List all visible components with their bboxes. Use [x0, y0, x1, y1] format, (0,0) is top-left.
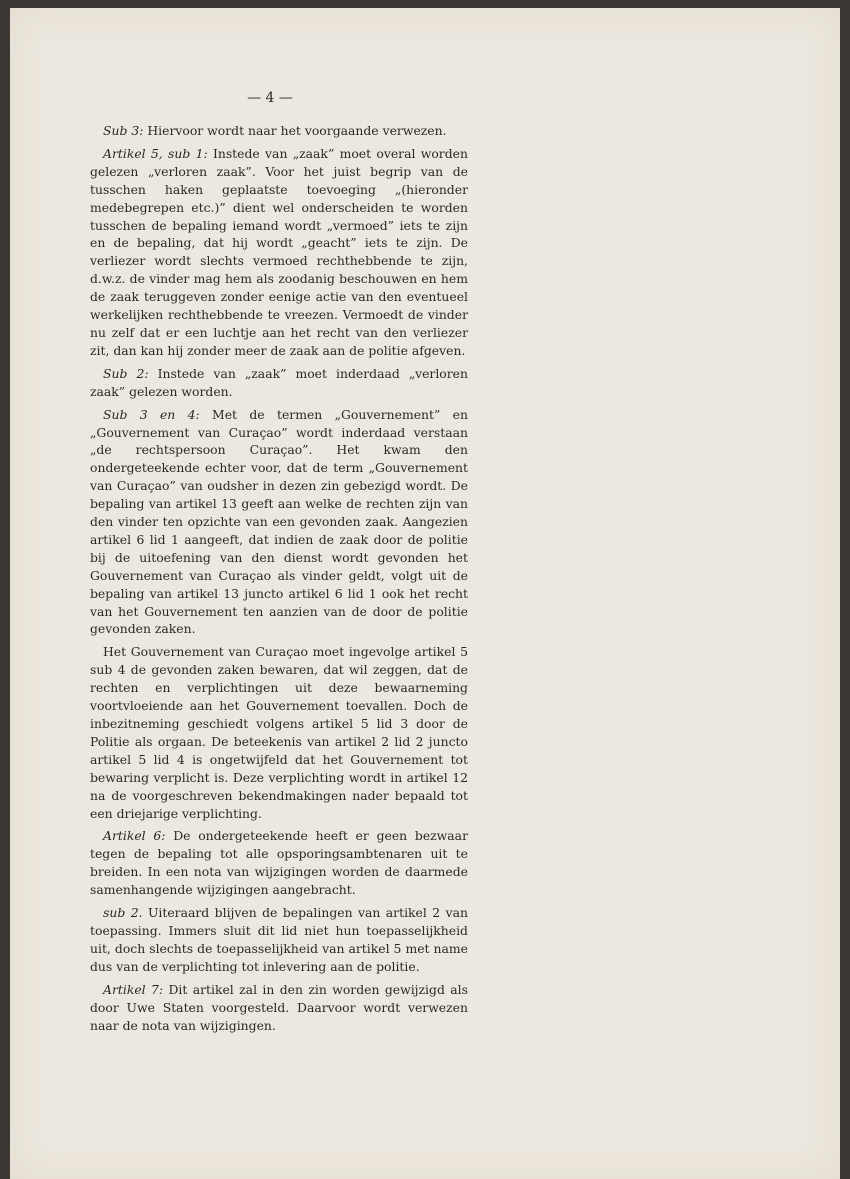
paragraph-text: Instede van „zaak” moet inderdaad „verloren zaak” gelezen worden.: [90, 365, 468, 399]
paragraph-sub3-en-4: [90, 406, 468, 639]
document-page: [10, 8, 840, 1179]
paragraph-text: Instede van „zaak” moet overal worden gelezen „verloren zaak”. Voor het juist begrip van de tusschen haken geplaatste toevoeging „(hieronder medebegrepen etc.)” dient wel onderscheiden te worden tusschen de bepaling iemand wordt „vermoed” iets te zijn en de bepaling, dat hij wordt „geacht” iets te zijn. De verliezer wordt slechts vermoed rechthebbende te zijn, d.w.z. de vinder mag hem als zoodanig beschouwen en hem de zaak teruggeven zonder eenige actie van den eventueel werkelijken rechthebbende te vreezen. Vermoedt de vinder nu zelf dat er een luchtje aan het recht van den verliezer zit, dan kan hij zonder meer de zaak aan de politie afgeven.: [90, 145, 468, 358]
paragraph-sub2: [90, 365, 468, 401]
paragraph-lead: Artikel 6:: [103, 828, 166, 844]
paragraph-text: Dit artikel zal in den zin worden gewijzigd als door Uwe Staten voorgesteld. Daarvoor wordt verwezen naar de nota van wijzigingen.: [90, 981, 468, 1033]
paragraph-lead: Sub 2:: [103, 365, 149, 381]
paragraph-gouvernement: [90, 643, 468, 822]
paragraph-lead: sub 2.: [103, 905, 143, 921]
paragraph-lead: Artikel 5, sub 1:: [103, 145, 208, 161]
paragraph-lead: Sub 3 en 4:: [103, 406, 200, 422]
paragraph-lead: Artikel 7:: [103, 981, 164, 997]
document-body: [90, 122, 468, 1039]
paragraph-text: Het Gouvernement van Curaçao moet ingevolge artikel 5 sub 4 de gevonden zaken bewaren, dat wil zeggen, dat de rechten en verplichtingen uit deze bewaarneming voortvloeiende aan het Gouvernement toevallen. Doch de inbezitneming geschiedt volgens artikel 5 lid 3 door de Politie als orgaan. De beteekenis van artikel 2 lid 2 juncto artikel 5 lid 4 is ongetwijfeld dat het Gouvernement tot bewaring verplicht is. Deze verplichting wordt in artikel 12 na de voorgeschreven bekendmakingen nader bepaald tot een driejarige verplichting.: [90, 644, 468, 821]
paragraph-text: Uiteraard blijven de bepalingen van artikel 2 van toepassing. Immers sluit dit lid niet hun toepasselijkheid uit, doch slechts de toepasselijkheid van artikel 5 met name dus van de verplichting tot inlevering aan de politie.: [90, 905, 468, 974]
page-number: — 4 —: [247, 90, 293, 106]
paragraph-text: Hiervoor wordt naar het voorgaande verwezen.: [147, 123, 447, 138]
paragraph-artikel6: [90, 827, 468, 899]
paragraph-lead: Sub 3:: [103, 123, 144, 138]
paragraph-sub3: [90, 122, 468, 140]
paragraph-artikel7: [90, 981, 468, 1035]
paragraph-sub-2: [90, 904, 468, 976]
paragraph-artikel5-sub1: [90, 145, 468, 360]
paragraph-text: Met de termen „Gouvernement” en „Gouvernement van Curaçao” wordt inderdaad verstaan „de rechtspersoon Curaçao”. Het kwam den ondergeteekende echter voor, dat de term „Gouvernement van Curaçao” van oudsher in dezen zin gebezigd wordt. De bepaling van artikel 13 geeft aan welke de rechten zijn van den vinder ten opzichte van een gevonden zaak. Aangezien artikel 6 lid 1 aangeeft, dat indien de zaak door de politie bij de uitoefening van den dienst wordt gevonden het Gouvernement van Curaçao als vinder geldt, volgt uit de bepaling van artikel 13 juncto artikel 6 lid 1 ook het recht van het Gouvernement ten aanzien van de door de politie gevonden zaken.: [90, 406, 468, 637]
paragraph-text: De ondergeteekende heeft er geen bezwaar tegen de bepaling tot alle opsporingsambtenaren uit te breiden. In een nota van wijzigingen worden de daarmede samenhangende wijzigingen aangebracht.: [90, 828, 468, 898]
